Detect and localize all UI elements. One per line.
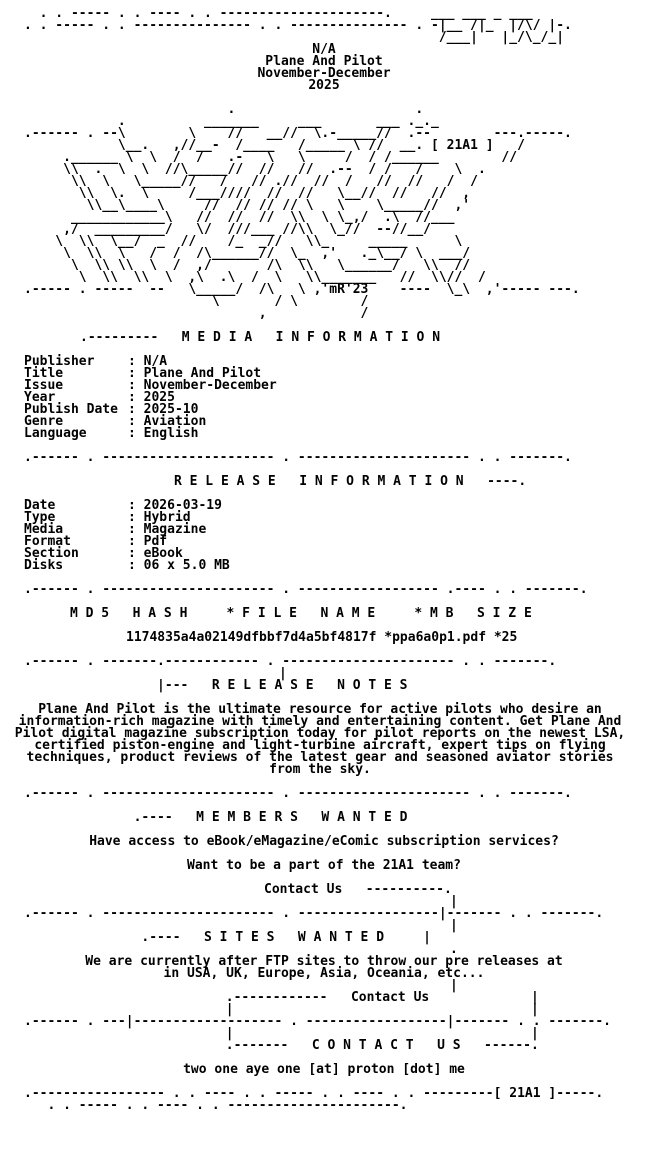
field-separator: : [128, 378, 144, 393]
header-border-top: . . ----- . . ---- . . ---------------------. ___ ___ _ ___ [24, 6, 533, 21]
ascii-logo-line: .------ . --\ \ // __// \.-_____// .-- ---.-----. [24, 126, 572, 141]
header-group: N/A [312, 42, 336, 57]
field-key: Date [24, 498, 56, 513]
notes-heading: |--- R E L E A S E N O T E S [24, 678, 408, 693]
header-issue: November-December [257, 66, 391, 81]
divider-pipe: | [146, 666, 287, 681]
members-heading: .---- M E M B E R S W A N T E D [24, 810, 408, 825]
field-value: Magazine [143, 522, 207, 537]
field-value: Pdf [143, 534, 168, 549]
ascii-logo-line: . _______ ___ ___ ._._ [24, 114, 439, 129]
media-row [24, 356, 648, 368]
field-value: Aviation [143, 414, 207, 429]
ascii-logo-line: ,/ _________/ \/ ///___ //\\ \_// --//__/ [24, 222, 431, 237]
ascii-logo-line: \ \\ \\ \ / ,/ /\ \\ \______/ \\ // [24, 258, 471, 273]
field-separator: : [128, 534, 144, 549]
media-info-table [24, 356, 648, 440]
field-value: 2025-10 [143, 402, 199, 417]
media-row [24, 368, 648, 380]
ascii-logo-line: . . [24, 102, 424, 117]
field-separator: : [128, 522, 144, 537]
header-border-mid: . . ----- . . --------------- . . --------------- . -|__ /|_ |/\/ |-. [24, 18, 572, 33]
hash-heading: M D 5 H A S H * F I L E N A M E * M B S I Z E [70, 606, 532, 621]
field-separator: : [128, 426, 144, 441]
divider: .------ . ---------------------- . ---------------------- . . -------. [24, 786, 572, 801]
field-key: Section [24, 546, 79, 561]
ascii-logo-line: .______ \ \ / / .- \ \ / / /______ // [24, 150, 518, 165]
field-value: Hybrid [143, 510, 191, 525]
ascii-logo-line: \ \\ \\ \ ,\ .\ / \ \\_______ // \\// / [24, 270, 486, 285]
ascii-logo [24, 104, 648, 320]
media-row [24, 428, 648, 440]
contact-pipe: | [450, 918, 458, 933]
release-row [24, 560, 648, 572]
divider: .------ . ---------------------- . ------------------|------- . . -------. [24, 906, 604, 921]
ascii-logo-line: ____________\ // // // \\ \ \_,/ .\ //___ [24, 210, 455, 225]
contact-frame-side: | | [124, 1002, 539, 1017]
members-line-2: Want to be a part of the 21A1 team? [187, 858, 461, 873]
field-value: English [143, 426, 199, 441]
release-row [24, 524, 648, 536]
release-row [24, 548, 648, 560]
sites-contact: .------------ Contact Us | [124, 990, 539, 1005]
sites-heading: .---- S I T E S W A N T E D | [24, 930, 431, 945]
field-value: N/A [143, 354, 168, 369]
field-separator: : [128, 354, 144, 369]
ascii-logo-line: \\ \ \_____// / // .// // / // // / / [24, 174, 478, 189]
ascii-logo-line: \\__\____\ // // // // \ \ \_____// ,' [24, 198, 471, 213]
contact-frame-side: | | [124, 1026, 539, 1041]
contact-heading: .------- C O N T A C T U S ------. [124, 1038, 539, 1053]
field-key: Year [24, 390, 56, 405]
divider: .------ . ---------------------- . ---------------------- . . -------. [24, 450, 572, 465]
media-row [24, 380, 648, 392]
field-separator: : [128, 558, 144, 573]
contact-pipe: | [450, 894, 458, 909]
media-heading: .--------- M E D I A I N F O R M A T I O N [80, 330, 441, 345]
field-value: Plane And Pilot [143, 366, 262, 381]
ascii-logo-line: , / [24, 306, 369, 321]
field-value: November-December [143, 378, 277, 393]
contact-pipe: | [450, 978, 458, 993]
field-value: eBook [143, 546, 183, 561]
ascii-logo-line: \ \\ \ / / /\______// \_ ,' ._\__/ \ ___/ [24, 246, 471, 261]
field-key: Title [24, 366, 64, 381]
ascii-logo-line: \\ \. \ /___//// // // \__// // // , [24, 186, 471, 201]
release-info-table [24, 500, 648, 572]
field-key: Genre [24, 414, 64, 429]
divider: .------ . ---|------------------- . ------------------|------- . . -------. [24, 1014, 611, 1029]
field-key: Publish Date [24, 402, 118, 417]
ascii-logo-line: \ \\ \__/ _ // /_ _// \\_ _____ \ [24, 234, 463, 249]
members-line-1: Have access to eBook/eMagazine/eComic subscription services? [89, 834, 559, 849]
divider: .------ . -------.------------ . ---------------------- . . -------. [24, 654, 557, 669]
media-row [24, 404, 648, 416]
release-row [24, 512, 648, 524]
field-separator: : [128, 366, 144, 381]
contact-email: two one aye one [at] proton [dot] me [183, 1062, 465, 1077]
header-border-low: /___| |_/\_/_| [24, 30, 565, 45]
field-separator: : [128, 510, 144, 525]
header-year: 2025 [308, 78, 340, 93]
field-key: Format [24, 534, 71, 549]
field-key: Media [24, 522, 64, 537]
field-separator: : [128, 546, 144, 561]
footer-line-2: . . ----- . . ---- . . ----------------------. [24, 1098, 408, 1113]
footer-line-1: .----------------- . . ---- . . ----- . . ---- . . ---------[ 21A1 ]-----. [24, 1086, 604, 1101]
release-notes-text: Plane And Pilot is the ultimate resource for active pilots who desire an information-rich magazine with timely and entertaining content. Get Plane And Pilot digital magazine subscription today for pilot reports on the newest LSA, certified piston-engine and light-turbine aircraft, expert tips on flying techniques, product reviews of the latest gear and seasoned aviator stories from the sky. [14, 702, 626, 777]
members-contact: Contact Us ----------. [264, 882, 452, 897]
ascii-logo-line: .----- . ----- -- \_____/ /\ \ ,'mR'23 ---- \_\ ,'----- ---. [24, 282, 580, 297]
field-separator: : [128, 402, 144, 417]
hash-value: 1174835a4a02149dfbbf7d4a5bf4817f *ppa6a0p1.pdf *25 [126, 630, 518, 645]
release-row [24, 500, 648, 512]
field-key: Language [24, 426, 87, 441]
field-separator: : [128, 390, 144, 405]
ascii-logo-line: \__. ,//__- /____ /_____ \ // __. [ 21A1 ] / [24, 138, 525, 153]
field-key: Type [24, 510, 56, 525]
field-value: 2025 [143, 390, 175, 405]
media-row [24, 416, 648, 428]
sites-line-1: We are currently after FTP sites to throw our pre releases at [85, 954, 563, 969]
field-value: 06 x 5.0 MB [143, 558, 230, 573]
field-key: Issue [24, 378, 64, 393]
sites-line-2: in USA, UK, Europe, Asia, Oceania, etc... [163, 966, 485, 981]
release-row [24, 536, 648, 548]
field-separator: : [128, 414, 144, 429]
field-separator: : [128, 498, 144, 513]
ascii-logo-line: \\ . \ \ //\_____// // // .-- / / / \ . [24, 162, 486, 177]
ascii-logo-line: \ / \ / [24, 294, 369, 309]
release-heading: R E L E A S E I N F O R M A T I O N ----. [174, 474, 527, 489]
field-key: Publisher [24, 354, 95, 369]
contact-pipe: . [450, 942, 458, 957]
divider: .------ . ---------------------- . ------------------ .---- . . -------. [24, 582, 588, 597]
header-title: Plane And Pilot [265, 54, 383, 69]
field-value: 2026-03-19 [143, 498, 222, 513]
field-key: Disks [24, 558, 64, 573]
